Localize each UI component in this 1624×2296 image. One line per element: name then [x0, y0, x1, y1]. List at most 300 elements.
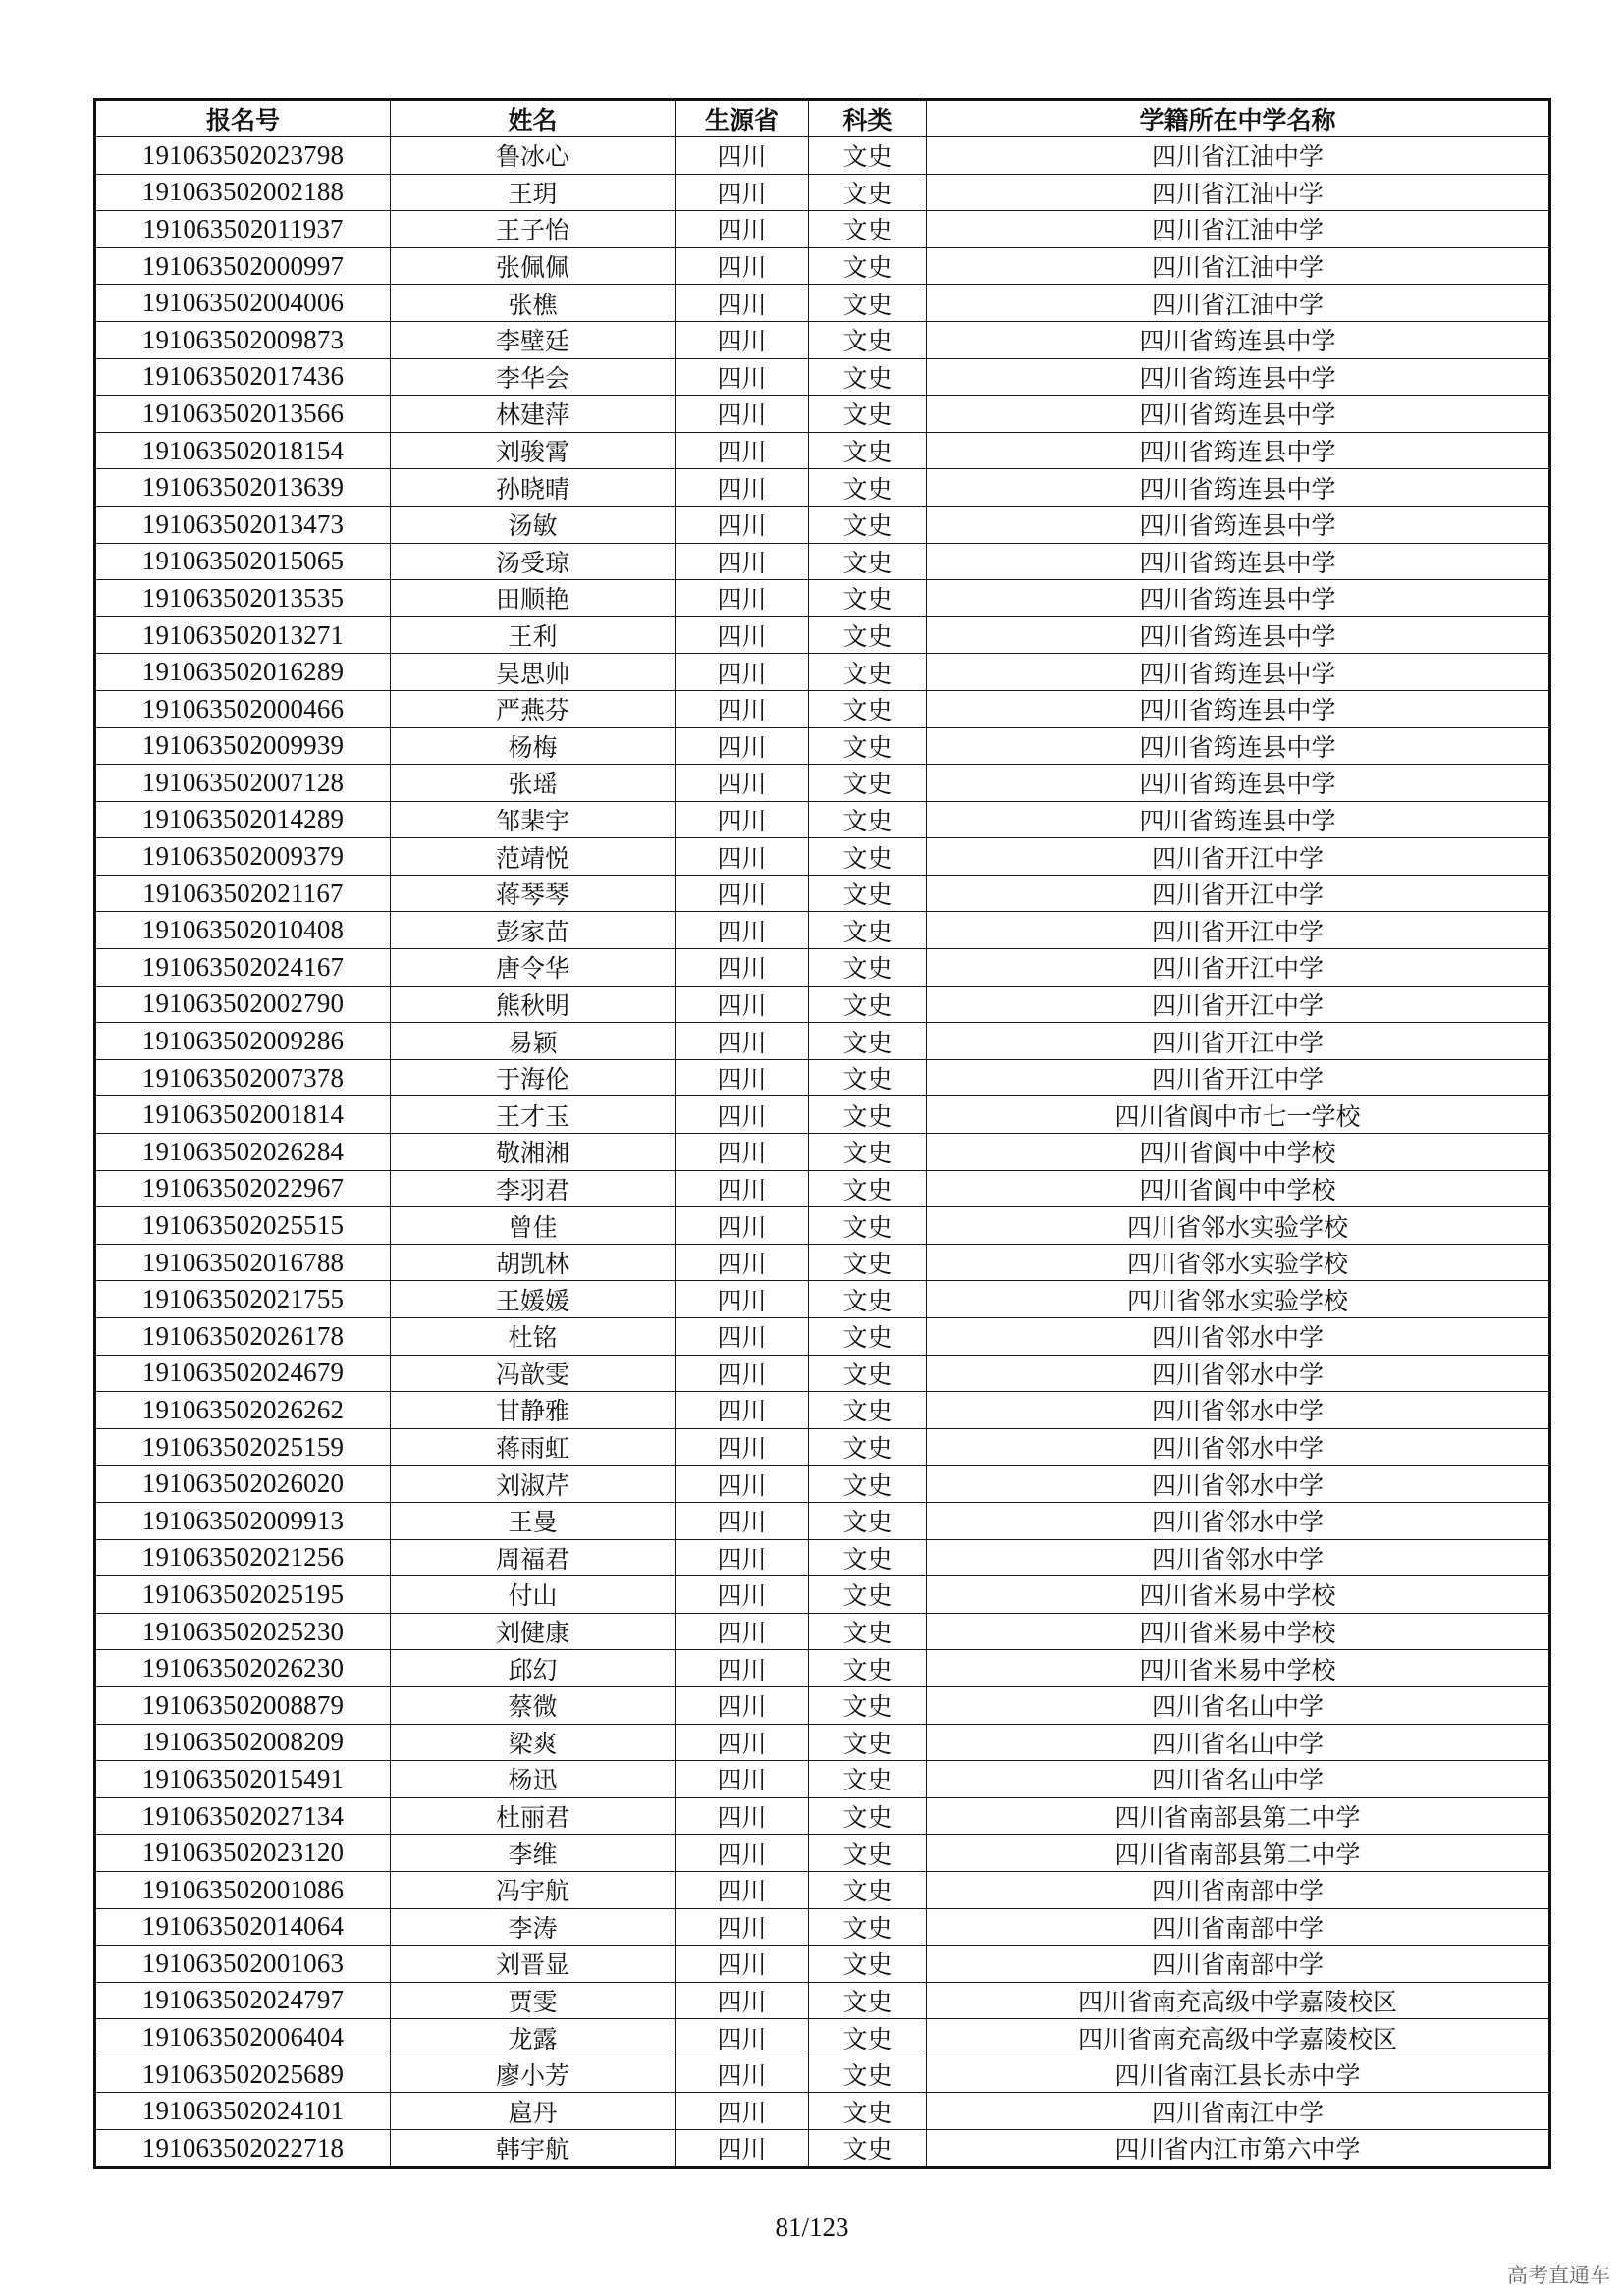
- cell-source-province: 四川: [676, 285, 809, 322]
- cell-registration-number: 191063502001814: [95, 1096, 391, 1134]
- cell-subject-category: 文史: [809, 838, 927, 876]
- cell-subject-category: 文史: [809, 949, 927, 987]
- cell-source-province: 四川: [676, 580, 809, 617]
- cell-subject-category: 文史: [809, 1982, 927, 2019]
- cell-subject-category: 文史: [809, 321, 927, 358]
- table-row: [95, 1318, 1550, 1356]
- cell-source-province: 四川: [676, 1835, 809, 1872]
- cell-subject-category: 文史: [809, 2056, 927, 2093]
- cell-name: 杨迅: [391, 1761, 676, 1798]
- cell-registration-number: 191063502014064: [95, 1908, 391, 1946]
- cell-subject-category: 文史: [809, 1686, 927, 1724]
- cell-source-province: 四川: [676, 1355, 809, 1392]
- table-row: [95, 1502, 1550, 1539]
- header-name: 姓名: [391, 100, 676, 137]
- cell-name: 王媛媛: [391, 1281, 676, 1318]
- cell-subject-category: 文史: [809, 1355, 927, 1392]
- cell-subject-category: 文史: [809, 801, 927, 838]
- cell-name: 冯宇航: [391, 1871, 676, 1908]
- cell-school-name: 四川省筠连县中学: [927, 690, 1550, 727]
- cell-registration-number: 191063502023798: [95, 137, 391, 175]
- cell-name: 刘淑芹: [391, 1466, 676, 1503]
- cell-school-name: 四川省邻水中学: [927, 1355, 1550, 1392]
- cell-name: 于海伦: [391, 1059, 676, 1096]
- cell-subject-category: 文史: [809, 543, 927, 580]
- cell-name: 张樵: [391, 285, 676, 322]
- table-row: [95, 912, 1550, 949]
- cell-school-name: 四川省筠连县中学: [927, 358, 1550, 396]
- cell-school-name: 四川省筠连县中学: [927, 543, 1550, 580]
- cell-school-name: 四川省南充高级中学嘉陵校区: [927, 2019, 1550, 2056]
- cell-school-name: 四川省南江中学: [927, 2093, 1550, 2130]
- cell-source-province: 四川: [676, 2019, 809, 2056]
- cell-registration-number: 191063502026178: [95, 1318, 391, 1356]
- cell-subject-category: 文史: [809, 1539, 927, 1576]
- cell-school-name: 四川省筠连县中学: [927, 469, 1550, 507]
- cell-registration-number: 191063502000997: [95, 247, 391, 285]
- table-row: [95, 1576, 1550, 1614]
- cell-registration-number: 191063502024797: [95, 1982, 391, 2019]
- cell-school-name: 四川省邻水中学: [927, 1428, 1550, 1466]
- cell-school-name: 四川省邻水实验学校: [927, 1207, 1550, 1245]
- cell-subject-category: 文史: [809, 137, 927, 175]
- cell-name: 贾雯: [391, 1982, 676, 2019]
- cell-subject-category: 文史: [809, 1244, 927, 1281]
- cell-school-name: 四川省南部中学: [927, 1908, 1550, 1946]
- cell-name: 付山: [391, 1576, 676, 1614]
- table-row: [95, 1835, 1550, 1872]
- cell-subject-category: 文史: [809, 1613, 927, 1650]
- cell-name: 刘健康: [391, 1613, 676, 1650]
- cell-school-name: 四川省南部中学: [927, 1946, 1550, 1983]
- cell-source-province: 四川: [676, 1539, 809, 1576]
- cell-source-province: 四川: [676, 1761, 809, 1798]
- cell-name: 王玥: [391, 174, 676, 211]
- cell-registration-number: 191063502023120: [95, 1835, 391, 1872]
- table-row: [95, 949, 1550, 987]
- cell-registration-number: 191063502021256: [95, 1539, 391, 1576]
- cell-source-province: 四川: [676, 875, 809, 912]
- cell-name: 龙露: [391, 2019, 676, 2056]
- cell-school-name: 四川省江油中学: [927, 174, 1550, 211]
- table-row: [95, 432, 1550, 469]
- cell-source-province: 四川: [676, 211, 809, 248]
- table-row: [95, 137, 1550, 175]
- cell-school-name: 四川省筠连县中学: [927, 727, 1550, 765]
- cell-source-province: 四川: [676, 2056, 809, 2093]
- cell-subject-category: 文史: [809, 1724, 927, 1761]
- cell-school-name: 四川省筠连县中学: [927, 616, 1550, 654]
- cell-registration-number: 191063502009939: [95, 727, 391, 765]
- cell-school-name: 四川省邻水中学: [927, 1466, 1550, 1503]
- table-row: [95, 1244, 1550, 1281]
- table-row: [95, 1428, 1550, 1466]
- cell-source-province: 四川: [676, 432, 809, 469]
- cell-registration-number: 191063502001086: [95, 1871, 391, 1908]
- table-row: [95, 1946, 1550, 1983]
- cell-subject-category: 文史: [809, 1096, 927, 1134]
- cell-school-name: 四川省邻水实验学校: [927, 1281, 1550, 1318]
- cell-school-name: 四川省南部中学: [927, 1871, 1550, 1908]
- table-row: [95, 1761, 1550, 1798]
- cell-registration-number: 191063502009286: [95, 1023, 391, 1060]
- cell-registration-number: 191063502013535: [95, 580, 391, 617]
- table-row: [95, 801, 1550, 838]
- cell-source-province: 四川: [676, 1613, 809, 1650]
- table-row: [95, 2130, 1550, 2168]
- cell-name: 李华会: [391, 358, 676, 396]
- page-number: 81/123: [775, 2213, 849, 2242]
- cell-school-name: 四川省开江中学: [927, 838, 1550, 876]
- cell-registration-number: 191063502024679: [95, 1355, 391, 1392]
- cell-source-province: 四川: [676, 801, 809, 838]
- cell-registration-number: 191063502007128: [95, 765, 391, 802]
- cell-source-province: 四川: [676, 1908, 809, 1946]
- cell-subject-category: 文史: [809, 1650, 927, 1687]
- cell-subject-category: 文史: [809, 1761, 927, 1798]
- cell-source-province: 四川: [676, 1576, 809, 1614]
- cell-source-province: 四川: [676, 1724, 809, 1761]
- cell-subject-category: 文史: [809, 2130, 927, 2168]
- cell-source-province: 四川: [676, 137, 809, 175]
- table-row: [95, 1908, 1550, 1946]
- cell-source-province: 四川: [676, 1686, 809, 1724]
- cell-name: 刘骏霄: [391, 432, 676, 469]
- cell-source-province: 四川: [676, 1244, 809, 1281]
- cell-name: 李涛: [391, 1908, 676, 1946]
- cell-registration-number: 191063502013473: [95, 506, 391, 543]
- cell-source-province: 四川: [676, 986, 809, 1023]
- cell-name: 孙晓晴: [391, 469, 676, 507]
- cell-registration-number: 191063502025230: [95, 1613, 391, 1650]
- table-row: [95, 1686, 1550, 1724]
- table-row: [95, 1724, 1550, 1761]
- table-row: [95, 580, 1550, 617]
- table-row: [95, 654, 1550, 691]
- cell-school-name: 四川省开江中学: [927, 1023, 1550, 1060]
- cell-source-province: 四川: [676, 1096, 809, 1134]
- table-row: [95, 358, 1550, 396]
- cell-school-name: 四川省邻水中学: [927, 1318, 1550, 1356]
- cell-name: 易颖: [391, 1023, 676, 1060]
- cell-subject-category: 文史: [809, 174, 927, 211]
- cell-school-name: 四川省江油中学: [927, 211, 1550, 248]
- cell-registration-number: 191063502021167: [95, 875, 391, 912]
- cell-school-name: 四川省南江县长赤中学: [927, 2056, 1550, 2093]
- cell-school-name: 四川省筠连县中学: [927, 580, 1550, 617]
- cell-name: 扈丹: [391, 2093, 676, 2130]
- cell-subject-category: 文史: [809, 1946, 927, 1983]
- cell-source-province: 四川: [676, 1797, 809, 1835]
- table-row: [95, 1539, 1550, 1576]
- cell-subject-category: 文史: [809, 1059, 927, 1096]
- cell-subject-category: 文史: [809, 1797, 927, 1835]
- cell-school-name: 四川省米易中学校: [927, 1613, 1550, 1650]
- cell-source-province: 四川: [676, 321, 809, 358]
- cell-name: 王曼: [391, 1502, 676, 1539]
- cell-registration-number: 191063502002790: [95, 986, 391, 1023]
- cell-source-province: 四川: [676, 690, 809, 727]
- cell-name: 曾佳: [391, 1207, 676, 1245]
- cell-name: 甘静雅: [391, 1392, 676, 1429]
- cell-name: 熊秋明: [391, 986, 676, 1023]
- table-row: [95, 1134, 1550, 1171]
- cell-subject-category: 文史: [809, 285, 927, 322]
- cell-registration-number: 191063502013639: [95, 469, 391, 507]
- cell-name: 王子怡: [391, 211, 676, 248]
- cell-subject-category: 文史: [809, 1835, 927, 1872]
- cell-registration-number: 191063502010408: [95, 912, 391, 949]
- table-row: [95, 2056, 1550, 2093]
- cell-school-name: 四川省阆中市七一学校: [927, 1096, 1550, 1134]
- cell-name: 汤受琼: [391, 543, 676, 580]
- table-row: [95, 285, 1550, 322]
- cell-name: 李羽君: [391, 1170, 676, 1207]
- cell-registration-number: 191063502001063: [95, 1946, 391, 1983]
- cell-name: 邹棐宇: [391, 801, 676, 838]
- cell-name: 梁爽: [391, 1724, 676, 1761]
- cell-registration-number: 191063502016289: [95, 654, 391, 691]
- cell-subject-category: 文史: [809, 1207, 927, 1245]
- cell-registration-number: 191063502018154: [95, 432, 391, 469]
- cell-registration-number: 191063502025195: [95, 1576, 391, 1614]
- cell-registration-number: 191063502004006: [95, 285, 391, 322]
- cell-source-province: 四川: [676, 1946, 809, 1983]
- table-row: [95, 2019, 1550, 2056]
- cell-subject-category: 文史: [809, 2019, 927, 2056]
- cell-subject-category: 文史: [809, 506, 927, 543]
- cell-name: 田顺艳: [391, 580, 676, 617]
- cell-subject-category: 文史: [809, 1466, 927, 1503]
- cell-name: 冯歆雯: [391, 1355, 676, 1392]
- cell-name: 范靖悦: [391, 838, 676, 876]
- cell-registration-number: 191063502026262: [95, 1392, 391, 1429]
- cell-name: 彭家苗: [391, 912, 676, 949]
- cell-school-name: 四川省开江中学: [927, 949, 1550, 987]
- cell-subject-category: 文史: [809, 654, 927, 691]
- table-row: [95, 986, 1550, 1023]
- cell-registration-number: 191063502008209: [95, 1724, 391, 1761]
- cell-source-province: 四川: [676, 2130, 809, 2168]
- cell-source-province: 四川: [676, 506, 809, 543]
- table-row: [95, 321, 1550, 358]
- cell-name: 杨梅: [391, 727, 676, 765]
- cell-subject-category: 文史: [809, 986, 927, 1023]
- cell-source-province: 四川: [676, 654, 809, 691]
- cell-source-province: 四川: [676, 765, 809, 802]
- cell-registration-number: 191063502024167: [95, 949, 391, 987]
- cell-source-province: 四川: [676, 1392, 809, 1429]
- cell-registration-number: 191063502011937: [95, 211, 391, 248]
- cell-registration-number: 191063502016788: [95, 1244, 391, 1281]
- header-source-province: 生源省: [676, 100, 809, 137]
- table-row: [95, 690, 1550, 727]
- admission-roster-table: [93, 98, 1551, 2169]
- cell-source-province: 四川: [676, 1650, 809, 1687]
- table-row: [95, 1797, 1550, 1835]
- cell-subject-category: 文史: [809, 875, 927, 912]
- table-row: [95, 1392, 1550, 1429]
- cell-registration-number: 191063502026020: [95, 1466, 391, 1503]
- cell-source-province: 四川: [676, 912, 809, 949]
- cell-subject-category: 文史: [809, 432, 927, 469]
- cell-subject-category: 文史: [809, 1281, 927, 1318]
- table-row: [95, 1466, 1550, 1503]
- cell-source-province: 四川: [676, 1023, 809, 1060]
- cell-name: 林建萍: [391, 396, 676, 433]
- cell-school-name: 四川省筠连县中学: [927, 321, 1550, 358]
- cell-registration-number: 191063502013271: [95, 616, 391, 654]
- cell-name: 李壁廷: [391, 321, 676, 358]
- table-row: [95, 1170, 1550, 1207]
- cell-source-province: 四川: [676, 247, 809, 285]
- cell-source-province: 四川: [676, 1502, 809, 1539]
- cell-source-province: 四川: [676, 174, 809, 211]
- cell-name: 蒋琴琴: [391, 875, 676, 912]
- cell-school-name: 四川省米易中学校: [927, 1650, 1550, 1687]
- cell-source-province: 四川: [676, 1982, 809, 2019]
- cell-school-name: 四川省筠连县中学: [927, 432, 1550, 469]
- cell-name: 严燕芬: [391, 690, 676, 727]
- cell-subject-category: 文史: [809, 1502, 927, 1539]
- table-row: [95, 543, 1550, 580]
- table-body: [95, 137, 1550, 2168]
- cell-source-province: 四川: [676, 469, 809, 507]
- cell-subject-category: 文史: [809, 727, 927, 765]
- cell-name: 吴思帅: [391, 654, 676, 691]
- cell-registration-number: 191063502015065: [95, 543, 391, 580]
- cell-school-name: 四川省邻水实验学校: [927, 1244, 1550, 1281]
- table-row: [95, 765, 1550, 802]
- cell-source-province: 四川: [676, 2093, 809, 2130]
- cell-source-province: 四川: [676, 1318, 809, 1356]
- cell-name: 鲁冰心: [391, 137, 676, 175]
- cell-registration-number: 191063502009913: [95, 1502, 391, 1539]
- table-row: [95, 506, 1550, 543]
- cell-school-name: 四川省南部县第二中学: [927, 1835, 1550, 1872]
- cell-school-name: 四川省筠连县中学: [927, 506, 1550, 543]
- table-row: [95, 727, 1550, 765]
- cell-source-province: 四川: [676, 1466, 809, 1503]
- cell-source-province: 四川: [676, 838, 809, 876]
- cell-registration-number: 191063502026284: [95, 1134, 391, 1171]
- cell-subject-category: 文史: [809, 2093, 927, 2130]
- cell-subject-category: 文史: [809, 1318, 927, 1356]
- cell-registration-number: 191063502015491: [95, 1761, 391, 1798]
- cell-registration-number: 191063502022967: [95, 1170, 391, 1207]
- cell-school-name: 四川省邻水中学: [927, 1539, 1550, 1576]
- cell-school-name: 四川省阆中中学校: [927, 1134, 1550, 1171]
- table-row: [95, 247, 1550, 285]
- cell-source-province: 四川: [676, 1207, 809, 1245]
- cell-name: 蒋雨虹: [391, 1428, 676, 1466]
- cell-school-name: 四川省米易中学校: [927, 1576, 1550, 1614]
- cell-school-name: 四川省江油中学: [927, 285, 1550, 322]
- cell-source-province: 四川: [676, 1281, 809, 1318]
- cell-registration-number: 191063502000466: [95, 690, 391, 727]
- cell-registration-number: 191063502024101: [95, 2093, 391, 2130]
- table-row: [95, 1281, 1550, 1318]
- cell-name: 韩宇航: [391, 2130, 676, 2168]
- cell-school-name: 四川省邻水中学: [927, 1502, 1550, 1539]
- table-row: [95, 616, 1550, 654]
- cell-registration-number: 191063502009379: [95, 838, 391, 876]
- cell-subject-category: 文史: [809, 1170, 927, 1207]
- cell-school-name: 四川省开江中学: [927, 1059, 1550, 1096]
- cell-name: 杜丽君: [391, 1797, 676, 1835]
- cell-school-name: 四川省名山中学: [927, 1686, 1550, 1724]
- cell-name: 张瑶: [391, 765, 676, 802]
- cell-school-name: 四川省南部县第二中学: [927, 1797, 1550, 1835]
- cell-source-province: 四川: [676, 396, 809, 433]
- cell-name: 胡凯林: [391, 1244, 676, 1281]
- table-row: [95, 1059, 1550, 1096]
- cell-name: 汤敏: [391, 506, 676, 543]
- cell-name: 李维: [391, 1835, 676, 1872]
- table-row: [95, 211, 1550, 248]
- cell-registration-number: 191063502006404: [95, 2019, 391, 2056]
- table-row: [95, 174, 1550, 211]
- cell-school-name: 四川省邻水中学: [927, 1392, 1550, 1429]
- cell-registration-number: 191063502026230: [95, 1650, 391, 1687]
- cell-source-province: 四川: [676, 543, 809, 580]
- cell-school-name: 四川省江油中学: [927, 137, 1550, 175]
- cell-registration-number: 191063502007378: [95, 1059, 391, 1096]
- table-row: [95, 1207, 1550, 1245]
- cell-name: 王才玉: [391, 1096, 676, 1134]
- cell-school-name: 四川省筠连县中学: [927, 765, 1550, 802]
- cell-name: 邱幻: [391, 1650, 676, 1687]
- cell-subject-category: 文史: [809, 616, 927, 654]
- cell-name: 张佩佩: [391, 247, 676, 285]
- cell-registration-number: 191063502009873: [95, 321, 391, 358]
- table-row: [95, 1650, 1550, 1687]
- cell-school-name: 四川省筠连县中学: [927, 396, 1550, 433]
- cell-name: 刘晋显: [391, 1946, 676, 1983]
- table-row: [95, 396, 1550, 433]
- cell-registration-number: 191063502014289: [95, 801, 391, 838]
- cell-name: 周福君: [391, 1539, 676, 1576]
- table-row: [95, 1871, 1550, 1908]
- cell-school-name: 四川省开江中学: [927, 986, 1550, 1023]
- cell-source-province: 四川: [676, 949, 809, 987]
- cell-registration-number: 191063502025159: [95, 1428, 391, 1466]
- table-row: [95, 1982, 1550, 2019]
- cell-subject-category: 文史: [809, 1134, 927, 1171]
- cell-subject-category: 文史: [809, 211, 927, 248]
- cell-registration-number: 191063502017436: [95, 358, 391, 396]
- cell-registration-number: 191063502013566: [95, 396, 391, 433]
- table-row: [95, 2093, 1550, 2130]
- cell-name: 唐令华: [391, 949, 676, 987]
- cell-school-name: 四川省开江中学: [927, 875, 1550, 912]
- cell-registration-number: 191063502025515: [95, 1207, 391, 1245]
- cell-registration-number: 191063502008879: [95, 1686, 391, 1724]
- cell-subject-category: 文史: [809, 580, 927, 617]
- cell-name: 王利: [391, 616, 676, 654]
- table-row: [95, 1613, 1550, 1650]
- header-subject-category: 科类: [809, 100, 927, 137]
- cell-registration-number: 191063502021755: [95, 1281, 391, 1318]
- cell-subject-category: 文史: [809, 396, 927, 433]
- cell-registration-number: 191063502022718: [95, 2130, 391, 2168]
- table-row: [95, 838, 1550, 876]
- cell-subject-category: 文史: [809, 912, 927, 949]
- cell-subject-category: 文史: [809, 765, 927, 802]
- cell-registration-number: 191063502002188: [95, 174, 391, 211]
- cell-subject-category: 文史: [809, 1428, 927, 1466]
- cell-subject-category: 文史: [809, 1392, 927, 1429]
